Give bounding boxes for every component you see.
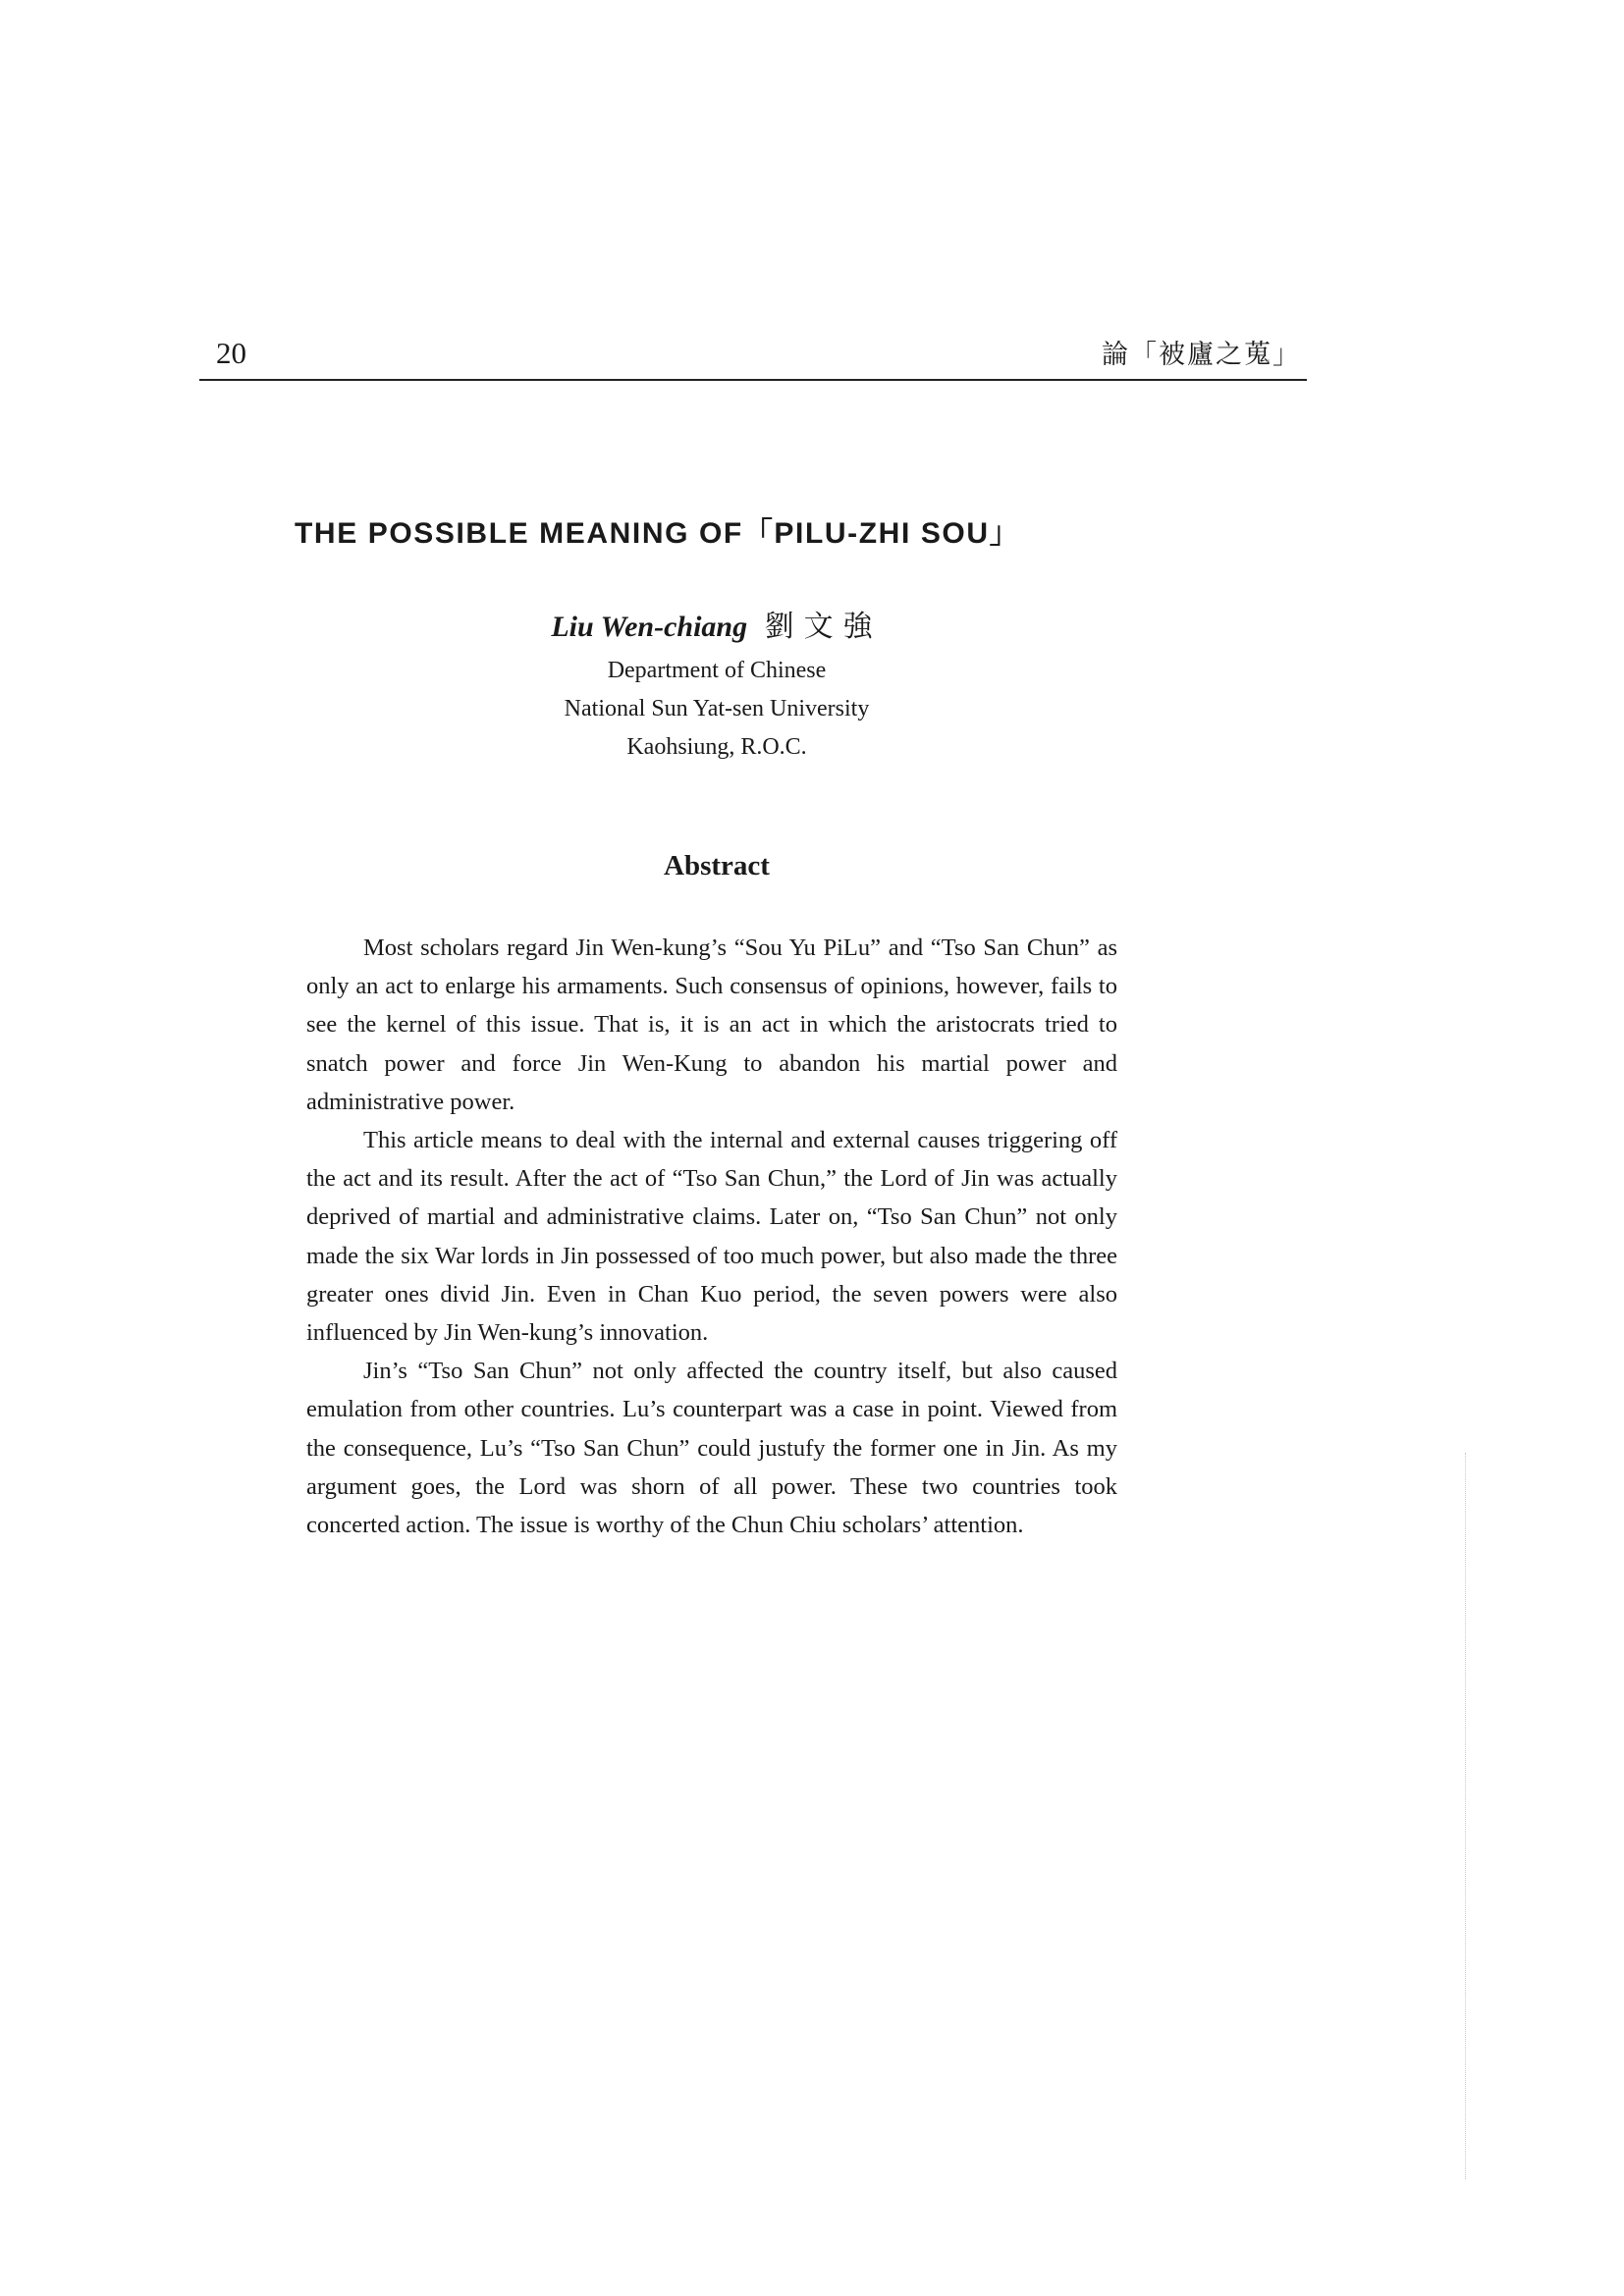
abstract-paragraph: This article means to deal with the internal and external causes triggering off the act and its result. After the act of “Tso San Chun,” the Lord of Jin was actually deprived of martial and administrative claims. Later on, “Tso San Chun” not only made the six War lords in Jin possessed of too much power, but also made the three greater ones divid Jin. Even in Chan Kuo period, the seven powers were also influenced by Jin Wen-kung’s innovation. [306, 1127, 1117, 1347]
abstract-heading: Abstract [664, 850, 770, 881]
author-name: Liu Wen-chiang [551, 611, 748, 643]
author-block [432, 603, 1001, 767]
author-location: Kaohsiung, R.O.C. [626, 734, 807, 760]
abstract-paragraph: Most scholars regard Jin Wen-kung’s “Sou Yu PiLu” and “Tso San Chun” as only an act to enlarge his armaments. Such consensus of opinions, however, fails to see the kernel of this issue. That is, it is an act in which the aristocrats tried to snatch power and force Jin Wen-Kung to abandon his martial power and administrative power. [306, 934, 1117, 1115]
author-name-cjk: 劉文強 [764, 610, 883, 644]
running-title: 論「被廬之蒐」 [1102, 340, 1301, 370]
running-header [199, 324, 1307, 381]
author-department: Department of Chinese [607, 658, 827, 683]
abstract-paragraph: Jin’s “Tso San Chun” not only affected the country itself, but also caused emulation from other countries. Lu’s counterpart was a case in point. Viewed from the consequence, Lu’s “Tso San Chun” could justufy the former one in Jin. As my argument goes, the Lord was shorn of all power. These two countries took concerted action. The issue is worthy of the Chun Chiu scholars’ attention. [306, 1358, 1117, 1539]
author-line [432, 603, 1001, 652]
scan-edge-mark [1465, 1453, 1467, 2179]
author-university: National Sun Yat-sen University [564, 696, 870, 721]
paper-title: THE POSSIBLE MEANING OF「PILU-ZHI SOU」 [295, 517, 1021, 550]
page-number: 20 [216, 336, 246, 370]
abstract-body [306, 929, 1117, 1544]
